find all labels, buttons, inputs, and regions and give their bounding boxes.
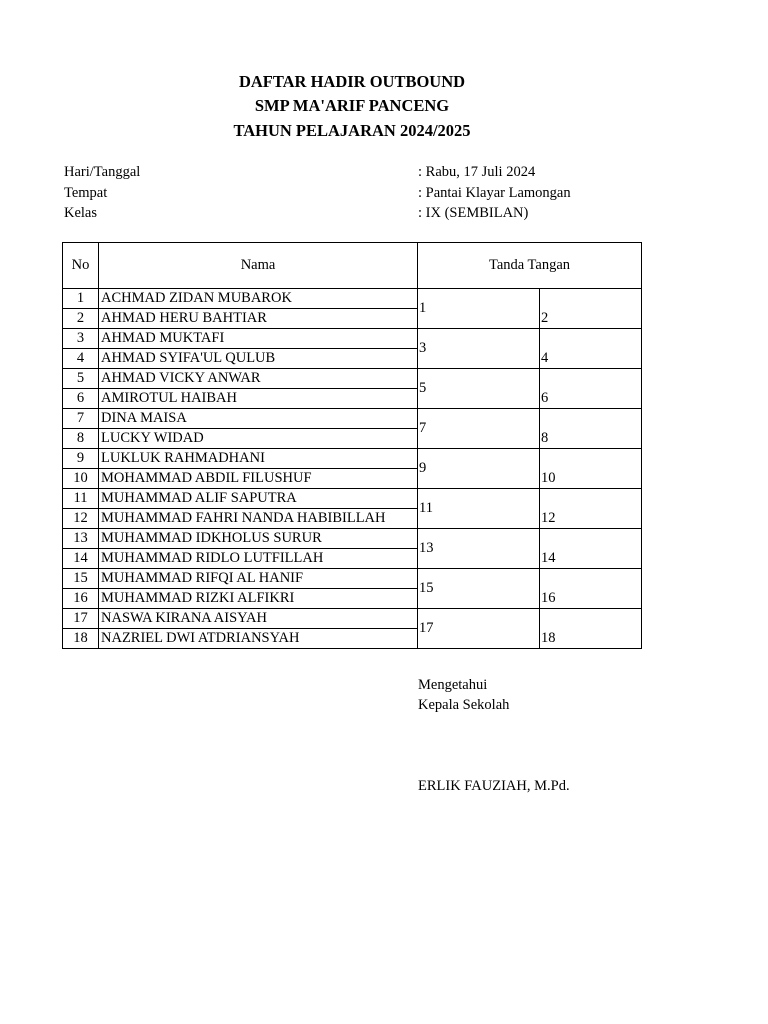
student-name: AHMAD HERU BAHTIAR — [99, 309, 418, 329]
signature-cell-left: 11 — [418, 489, 540, 529]
table-header-row — [63, 243, 642, 289]
table-row — [63, 609, 642, 629]
student-name: NASWA KIRANA AISYAH — [99, 609, 418, 629]
student-name: MUHAMMAD RIFQI AL HANIF — [99, 569, 418, 589]
student-name: MUHAMMAD FAHRI NANDA HABIBILLAH — [99, 509, 418, 529]
signature-cell-left: 9 — [418, 449, 540, 489]
row-number: 16 — [63, 589, 99, 609]
column-header-name: Nama — [99, 243, 418, 289]
row-number: 2 — [63, 309, 99, 329]
student-name: AHMAD MUKTAFI — [99, 329, 418, 349]
student-name: MUHAMMAD IDKHOLUS SURUR — [99, 529, 418, 549]
row-number: 4 — [63, 349, 99, 369]
row-number: 8 — [63, 429, 99, 449]
table-row — [63, 409, 642, 429]
signature-cell-right: 18 — [540, 609, 642, 649]
student-name: ACHMAD ZIDAN MUBAROK — [99, 289, 418, 309]
signature-cell-left: 17 — [418, 609, 540, 649]
signature-cell-left: 5 — [418, 369, 540, 409]
student-name: LUCKY WIDAD — [99, 429, 418, 449]
row-number: 15 — [63, 569, 99, 589]
document-title-line-2: SMP MA'ARIF PANCENG — [254, 96, 450, 115]
signature-cell-right: 14 — [540, 529, 642, 569]
table-row — [63, 369, 642, 389]
row-number: 11 — [63, 489, 99, 509]
row-number: 3 — [63, 329, 99, 349]
row-number: 12 — [63, 509, 99, 529]
row-number: 13 — [63, 529, 99, 549]
student-name: NAZRIEL DWI ATDRIANSYAH — [99, 629, 418, 649]
table-row — [63, 489, 642, 509]
signature-cell-right: 2 — [540, 289, 642, 329]
row-number: 7 — [63, 409, 99, 429]
table-row — [63, 569, 642, 589]
signature-cell-right: 6 — [540, 369, 642, 409]
student-name: AHMAD SYIFA'UL QULUB — [99, 349, 418, 369]
principal-name: ERLIK FAUZIAH, M.Pd. — [418, 778, 570, 794]
student-name: MUHAMMAD RIDLO LUTFILLAH — [99, 549, 418, 569]
signature-cell-left: 1 — [418, 289, 540, 329]
row-number: 9 — [63, 449, 99, 469]
student-name: MUHAMMAD ALIF SAPUTRA — [99, 489, 418, 509]
acknowledge-text: Mengetahui — [418, 677, 488, 693]
student-name: MUHAMMAD RIZKI ALFIKRI — [99, 589, 418, 609]
student-name: DINA MAISA — [99, 409, 418, 429]
day-value: : Rabu, 17 Juli 2024 — [418, 164, 536, 180]
row-number: 6 — [63, 389, 99, 409]
table-row — [63, 329, 642, 349]
column-header-no: No — [63, 243, 99, 289]
student-name: LUKLUK RAHMADHANI — [99, 449, 418, 469]
student-name: MOHAMMAD ABDIL FILUSHUF — [99, 469, 418, 489]
signature-cell-right: 8 — [540, 409, 642, 449]
signature-cell-left: 7 — [418, 409, 540, 449]
place-value: : Pantai Klayar Lamongan — [418, 185, 571, 201]
table-row — [63, 449, 642, 469]
column-header-signature: Tanda Tangan — [418, 243, 642, 289]
place-label: Tempat — [64, 185, 108, 201]
student-name: AMIROTUL HAIBAH — [99, 389, 418, 409]
day-label: Hari/Tanggal — [64, 164, 141, 180]
signature-cell-left: 3 — [418, 329, 540, 369]
row-number: 18 — [63, 629, 99, 649]
signature-cell-left: 13 — [418, 529, 540, 569]
row-number: 5 — [63, 369, 99, 389]
class-value: : IX (SEMBILAN) — [418, 205, 529, 221]
table-row — [63, 529, 642, 549]
table-row — [63, 289, 642, 309]
document-title-line-3: TAHUN PELAJARAN 2024/2025 — [233, 121, 471, 140]
signature-cell-right: 10 — [540, 449, 642, 489]
row-number: 17 — [63, 609, 99, 629]
attendance-table — [62, 242, 642, 649]
row-number: 10 — [63, 469, 99, 489]
signature-cell-right: 16 — [540, 569, 642, 609]
principal-role: Kepala Sekolah — [418, 697, 510, 713]
row-number: 14 — [63, 549, 99, 569]
signature-cell-right: 12 — [540, 489, 642, 529]
student-name: AHMAD VICKY ANWAR — [99, 369, 418, 389]
signature-cell-left: 15 — [418, 569, 540, 609]
signature-cell-right: 4 — [540, 329, 642, 369]
document-title-line-1: DAFTAR HADIR OUTBOUND — [238, 72, 466, 91]
class-label: Kelas — [64, 205, 98, 221]
row-number: 1 — [63, 289, 99, 309]
